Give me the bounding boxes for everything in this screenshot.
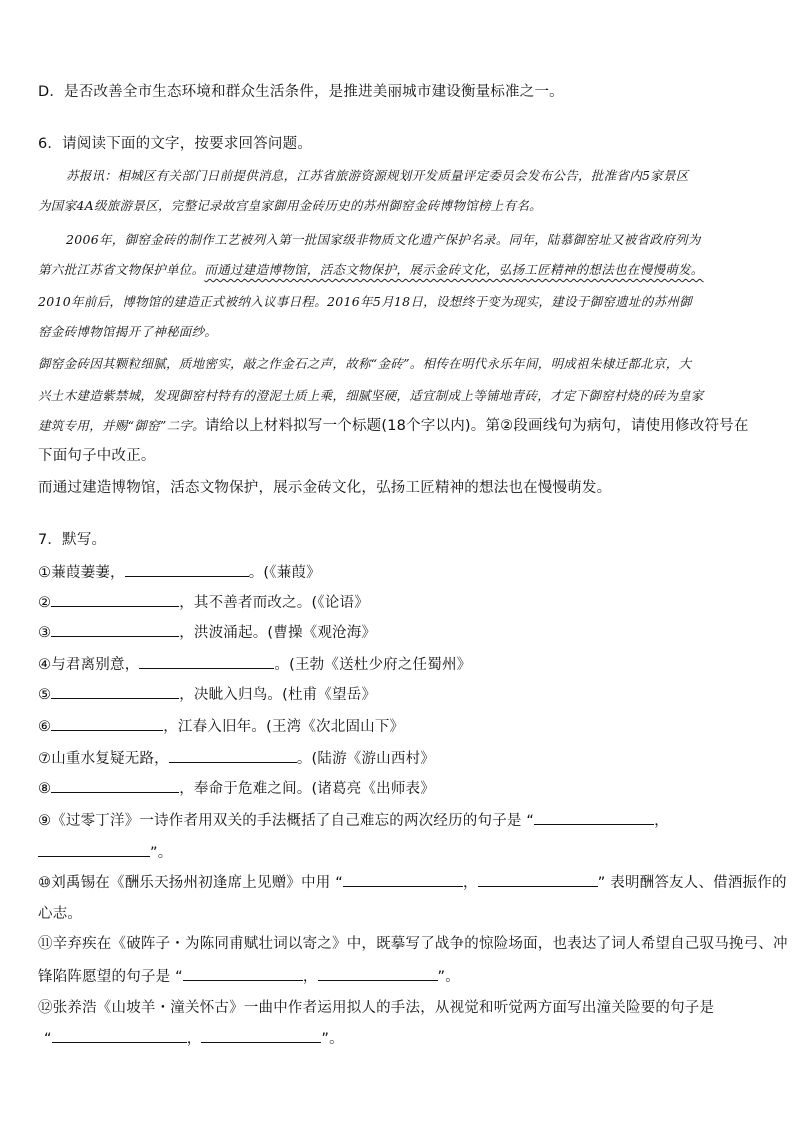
q7-item-9: ⑨《过零丁洋》一诗作者用双关的手法概括了自己难忘的两次经历的句子是 “ ， xyxy=(38,810,762,831)
answer-blank[interactable] xyxy=(51,684,179,699)
q7-item-5: ⑤ ，决眦入归鸟。(杜甫《望岳》 xyxy=(38,684,762,705)
answer-blank[interactable] xyxy=(201,1028,321,1043)
q7-item-3: ③ ，洪波涌起。(曹操《观沧海》 xyxy=(38,622,762,643)
q6-para1-line2: 为国家4A级旅游景区，完整记录故宫皇家御用金砖历史的苏州御窑金砖博物馆榜上有名。 xyxy=(38,198,542,213)
q5-option-d: D．是否改善全市生态环境和群众生活条件，是推进美丽城市建设衡量标准之一。 xyxy=(38,84,564,100)
q7-item-7: ⑦山重水复疑无路， 。(陆游《游山西村》 xyxy=(38,748,762,769)
answer-blank[interactable] xyxy=(125,562,249,577)
q7-header: 7．默写。 xyxy=(38,532,107,548)
q7-item-11: ⑪辛弃疾在《破阵子・为陈同甫赋壮词以寄之》中，既摹写了战争的惊险场面，也表达了词人希望自己驭马挽弓、冲 xyxy=(38,936,788,952)
q6-para2-line2-start: 第六批江苏省文物保护单位。 xyxy=(38,262,205,277)
q6-para1-line1: 苏报讯：相城区有关部门日前提供消息，江苏省旅游资源规划开发质量评定委员会发布公告，批准省内5家景区 xyxy=(66,168,689,183)
q7-item-10-cont: 心志。 xyxy=(38,906,83,922)
answer-blank[interactable] xyxy=(534,810,654,825)
q7-item-2: ② ，其不善者而改之。(《论语》 xyxy=(38,592,762,613)
q6-para2-line1: 2006年，御窑金砖的制作工艺被列入第一批国家级非物质文化遗产保护名录。同年，陆慕御窑址又被省政府列为 xyxy=(66,232,701,247)
q6-question-prompt: 请给以上材料拟写一个标题(18个字以内)。第②段画线句为病句，请使用修改符号在 xyxy=(204,418,749,434)
answer-blank[interactable] xyxy=(139,654,274,669)
answer-blank[interactable] xyxy=(38,842,150,857)
q7-item-6: ⑥ ，江春入旧年。(王湾《次北固山下》 xyxy=(38,716,762,737)
answer-blank[interactable] xyxy=(51,592,179,607)
q6-para3-line3 xyxy=(38,416,762,436)
q7-item-11-cont: 锋陷阵愿望的句子是 “ ， ”。 xyxy=(38,966,762,987)
q7-item-12: ⑫张养浩《山坡羊・潼关怀古》一曲中作者运用拟人的手法，从视觉和听觉两方面写出潼关险要的句子是 xyxy=(38,1000,715,1016)
q7-item-9-cont: ”。 xyxy=(38,842,762,863)
answer-blank[interactable] xyxy=(478,872,598,887)
q7-item-10: ⑩刘禹锡在《酬乐天扬州初逢席上见赠》中用 “ ， ” 表明酬答友人、借酒振作的 xyxy=(38,872,762,893)
answer-blank[interactable] xyxy=(52,1028,187,1043)
answer-blank[interactable] xyxy=(51,716,163,731)
q6-para3-line3-start: 建筑专用，并赐“御窑”二字。 xyxy=(38,418,205,433)
q6-underlined-sick-sentence: 而通过建造博物馆，活态文物保护，展示金砖文化，弘扬工匠精神的想法也在慢慢萌发。 xyxy=(204,262,704,277)
q6-para2-line2 xyxy=(38,260,762,280)
q7-item-8: ⑧ ，奉命于危难之间。(诸葛亮《出师表》 xyxy=(38,778,762,799)
answer-blank[interactable] xyxy=(51,622,179,637)
answer-blank[interactable] xyxy=(183,966,303,981)
q7-item-1: ①蒹葭萋萋， 。(《蒹葭》 xyxy=(38,562,762,583)
answer-blank[interactable] xyxy=(318,966,438,981)
answer-blank[interactable] xyxy=(51,778,179,793)
q6-para3-line2: 兴土木建造紫禁城，发现御窑村特有的澄泥土质上乘，细腻坚硬，适宜制成上等铺地青砖，才定下御窑村烧的砖为皇家 xyxy=(38,388,704,403)
q6-header: 6．请阅读下面的文字，按要求回答问题。 xyxy=(38,136,313,152)
q6-para3-line1: 御窑金砖因其颗粒细腻，质地密实，敲之作金石之声，故称“金砖”。相传在明代永乐年间，明成祖朱棣迁都北京，大 xyxy=(38,356,692,371)
answer-blank[interactable] xyxy=(343,872,463,887)
q6-para2-line3: 2010年前后，博物馆的建造正式被纳入议事日程。2016年5月18日，设想终于变为现实，建设于御窑遗址的苏州御 xyxy=(38,294,692,309)
q6-answer-sentence: 而通过建造博物馆，活态文物保护，展示金砖文化，弘扬工匠精神的想法也在慢慢萌发。 xyxy=(38,480,612,496)
answer-blank[interactable] xyxy=(169,748,297,763)
q6-para2-line4: 窑金砖博物馆揭开了神秘面纱。 xyxy=(38,324,218,339)
q7-item-4: ④与君离别意， 。(王勃《送杜少府之任蜀州》 xyxy=(38,654,762,675)
q7-item-12-cont: “ ， ”。 xyxy=(38,1028,762,1049)
q6-question-prompt-cont: 下面句子中改正。 xyxy=(38,448,156,464)
